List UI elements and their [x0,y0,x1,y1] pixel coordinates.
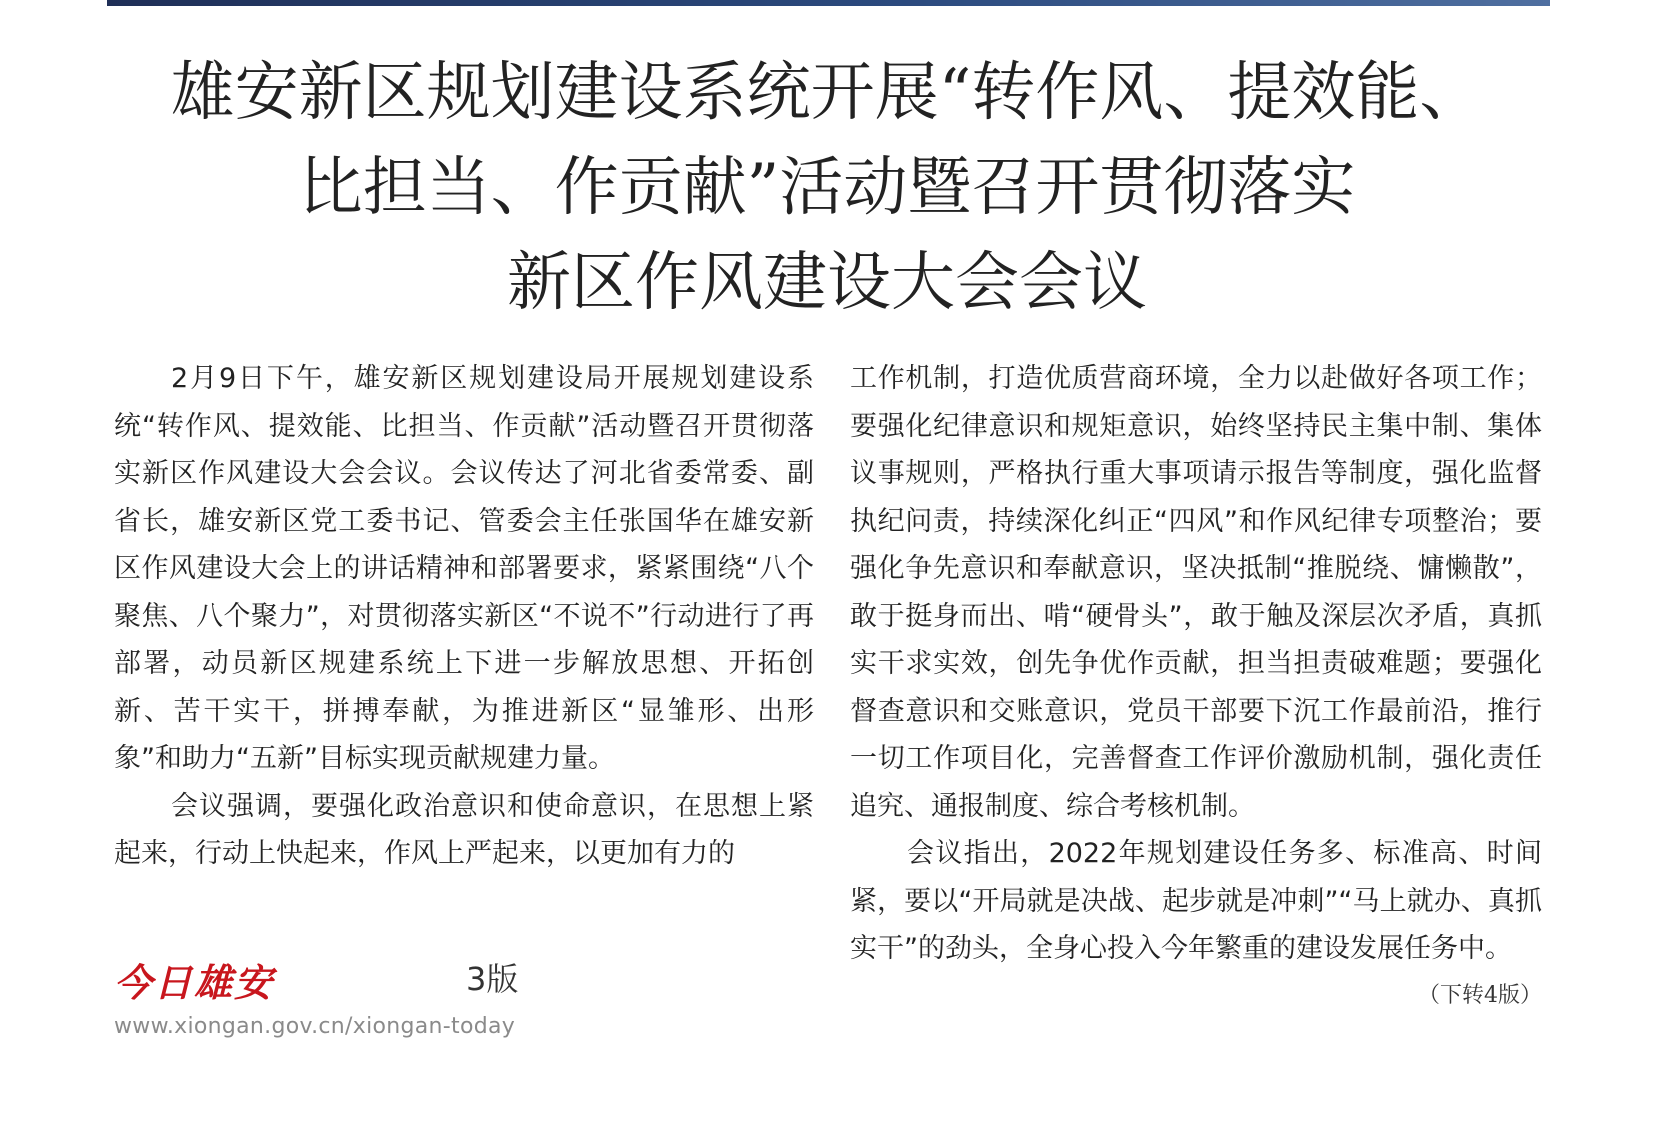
article-paragraph: 会议强调，要强化政治意识和使命意识，在思想上紧起来，行动上快起来，作风上严起来，以更加有力的 [114,790,814,869]
article-paragraph: 会议指出，2022年规划建设任务多、标准高、时间紧，要以“开局就是决战、起步就是冲刺”“马上就办、真抓实干”的劲头，全身心投入今年繁重的建设发展任务中。 [850,838,1542,964]
headline-line-1: 雄安新区规划建设系统开展“转作风、提效能、 [170,56,1484,130]
continued-note: （下转4版） [1418,983,1542,1008]
headline-line-2: 比担当、作贡献”活动暨召开贯彻落实 [298,151,1356,225]
headline-line-3: 新区作风建设大会会议 [507,246,1147,320]
masthead [114,952,534,1052]
page-number: 3版 [466,960,519,998]
article-right-column [850,355,1542,973]
article-left-column [114,355,814,878]
site-url[interactable]: www.xiongan.gov.cn/xiongan-today [114,1014,516,1039]
headline [80,46,1574,331]
newspaper-logo: 今日雄安 [114,960,275,1005]
article-paragraph: 工作机制，打造优质营商环境，全力以赴做好各项工作；要强化纪律意识和规矩意识，始终坚持民主集中制、集体议事规则，严格执行重大事项请示报告等制度，强化监督执纪问责，持续深化纠正“四风”和作风纪律专项整治；要强化争先意识和奉献意识，坚决抵制“推脱绕、慵懒散”，敢于挺身而出、啃“硬骨头”，敢于触及深层次矛盾，真抓实干求实效，创先争优作贡献，担当担责破难题；要强化督查意识和交账意识，党员干部要下沉工作最前沿，推行一切工作项目化，完善督查工作评价激励机制，强化责任追究、通报制度、综合考核机制。 [850,363,1542,822]
article-paragraph: 2月9日下午，雄安新区规划建设局开展规划建设系统“转作风、提效能、比担当、作贡献”活动暨召开贯彻落实新区作风建设大会会议。会议传达了河北省委常委、副省长，雄安新区党工委书记、管委会主任张国华在雄安新区作风建设大会上的讲话精神和部署要求，紧紧围绕“八个聚焦、八个聚力”，对贯彻落实新区“不说不”行动进行了再部署，动员新区规建系统上下进一步解放思想、开拓创新、苦干实干，拼搏奉献，为推进新区“显雏形、出形象”和助力“五新”目标实现贡献规建力量。 [114,363,814,774]
top-rule [107,0,1550,6]
